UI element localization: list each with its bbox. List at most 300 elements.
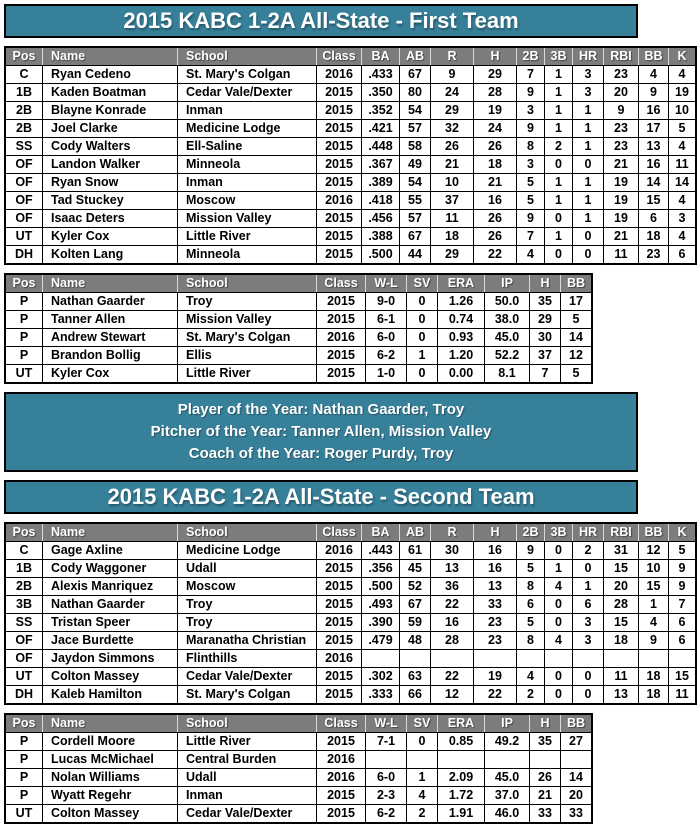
table-cell: .390 <box>362 614 400 632</box>
column-header: Class <box>317 274 366 293</box>
table-cell: 1B <box>5 84 43 102</box>
table-cell: UT <box>5 805 43 824</box>
table-cell: 18 <box>431 228 474 246</box>
table-row <box>5 560 696 578</box>
table-cell: 15 <box>604 560 639 578</box>
table-cell: 45.0 <box>485 329 530 347</box>
table-cell: 0 <box>407 329 438 347</box>
table-cell: 61 <box>400 542 431 560</box>
table-cell: 3 <box>669 210 696 228</box>
table-cell: 37 <box>530 347 561 365</box>
table-cell: Minneola <box>178 156 317 174</box>
table-cell: 59 <box>400 614 431 632</box>
table-cell: Inman <box>178 102 317 120</box>
player-of-the-year: Player of the Year: Nathan Gaarder, Troy <box>177 401 465 418</box>
table-cell: 9 <box>431 66 474 84</box>
table-cell: 14 <box>639 174 669 192</box>
table-cell: 1 <box>545 120 573 138</box>
table-cell: 36 <box>431 578 474 596</box>
table-cell: 16 <box>639 156 669 174</box>
table-cell: 23 <box>604 138 639 156</box>
table-cell: 9 <box>669 560 696 578</box>
table-cell: 4 <box>669 192 696 210</box>
table-cell: 57 <box>400 120 431 138</box>
table-cell: 7 <box>517 228 545 246</box>
table-row <box>5 365 592 384</box>
table-cell: 35 <box>530 293 561 311</box>
table-cell <box>431 650 474 668</box>
table-cell: Tanner Allen <box>43 311 178 329</box>
first-team-batting-table <box>4 46 697 265</box>
table-row <box>5 192 696 210</box>
table-cell: 9-0 <box>366 293 407 311</box>
table-cell: Kolten Lang <box>43 246 178 265</box>
first-team-pitching-table <box>4 273 593 384</box>
table-cell: 6-0 <box>366 329 407 347</box>
table-cell: 0 <box>407 293 438 311</box>
table-cell: Little River <box>178 228 317 246</box>
table-cell: 30 <box>431 542 474 560</box>
table-cell: 3 <box>573 84 604 102</box>
table-cell: 16 <box>639 102 669 120</box>
column-header: Class <box>317 47 362 66</box>
table-cell: C <box>5 542 43 560</box>
table-cell: Jaydon Simmons <box>43 650 178 668</box>
table-cell: 31 <box>604 542 639 560</box>
table-cell: 2015 <box>317 311 366 329</box>
column-header: 2B <box>517 47 545 66</box>
table-cell: 12 <box>561 347 592 365</box>
column-header: AB <box>400 47 431 66</box>
table-cell: 13 <box>639 138 669 156</box>
table-cell: 18 <box>474 156 517 174</box>
table-row <box>5 84 696 102</box>
column-header: BB <box>561 274 592 293</box>
table-cell: 3 <box>517 156 545 174</box>
table-cell: P <box>5 751 43 769</box>
table-cell: 45.0 <box>485 769 530 787</box>
table-header-row <box>5 714 592 733</box>
table-cell: Andrew Stewart <box>43 329 178 347</box>
table-cell: Cedar Vale/Dexter <box>178 805 317 824</box>
table-cell: 22 <box>431 596 474 614</box>
table-cell: 2016 <box>317 192 362 210</box>
table-cell: SS <box>5 614 43 632</box>
table-cell: 15 <box>639 192 669 210</box>
table-cell: 1 <box>545 174 573 192</box>
table-cell: 1 <box>573 174 604 192</box>
table-cell: Ell-Saline <box>178 138 317 156</box>
table-cell: .448 <box>362 138 400 156</box>
column-header: School <box>178 714 317 733</box>
table-cell: 9 <box>669 578 696 596</box>
table-cell: P <box>5 329 43 347</box>
table-cell: St. Mary's Colgan <box>178 66 317 84</box>
table-cell: 15 <box>639 578 669 596</box>
table-cell: 2015 <box>317 614 362 632</box>
table-cell: 3 <box>573 66 604 84</box>
table-row <box>5 246 696 265</box>
table-cell: 0 <box>573 686 604 705</box>
table-cell: 4 <box>517 668 545 686</box>
table-cell: 9 <box>517 210 545 228</box>
table-cell: 23 <box>604 66 639 84</box>
table-cell: 8.1 <box>485 365 530 384</box>
table-row <box>5 751 592 769</box>
table-cell <box>474 650 517 668</box>
column-header: W-L <box>366 714 407 733</box>
table-cell: 11 <box>604 668 639 686</box>
table-cell: 2015 <box>317 174 362 192</box>
table-cell: DH <box>5 246 43 265</box>
table-cell: 28 <box>604 596 639 614</box>
table-cell: 1-0 <box>366 365 407 384</box>
table-row <box>5 138 696 156</box>
table-cell: 2015 <box>317 246 362 265</box>
column-header: Pos <box>5 523 43 542</box>
table-cell: 4 <box>669 138 696 156</box>
table-cell: 2 <box>407 805 438 824</box>
table-cell: OF <box>5 210 43 228</box>
table-row <box>5 542 696 560</box>
table-cell: 3B <box>5 596 43 614</box>
table-cell: 12 <box>431 686 474 705</box>
table-row <box>5 805 592 824</box>
table-cell: 2015 <box>317 560 362 578</box>
table-cell: 19 <box>604 192 639 210</box>
table-row <box>5 347 592 365</box>
table-cell: P <box>5 769 43 787</box>
table-cell: Troy <box>178 596 317 614</box>
table-cell: 26 <box>530 769 561 787</box>
table-cell: 12 <box>639 542 669 560</box>
table-cell: 17 <box>561 293 592 311</box>
table-cell: Cedar Vale/Dexter <box>178 668 317 686</box>
table-cell: Central Burden <box>178 751 317 769</box>
column-header: Name <box>43 274 178 293</box>
column-header: SV <box>407 714 438 733</box>
column-header: School <box>178 523 317 542</box>
table-cell: 2B <box>5 578 43 596</box>
table-cell: Kaden Boatman <box>43 84 178 102</box>
table-cell: 24 <box>474 120 517 138</box>
table-cell: 28 <box>474 84 517 102</box>
table-cell: 16 <box>474 192 517 210</box>
table-cell <box>407 751 438 769</box>
table-cell: Isaac Deters <box>43 210 178 228</box>
table-cell <box>530 751 561 769</box>
table-cell: 1 <box>573 102 604 120</box>
table-cell: 45 <box>400 560 431 578</box>
table-cell: 13 <box>431 560 474 578</box>
table-cell: P <box>5 311 43 329</box>
table-cell: Troy <box>178 293 317 311</box>
table-cell: 1 <box>545 228 573 246</box>
table-cell: 20 <box>604 578 639 596</box>
table-cell: .433 <box>362 66 400 84</box>
table-cell: Cedar Vale/Dexter <box>178 84 317 102</box>
table-cell: 2015 <box>317 138 362 156</box>
table-cell <box>438 751 485 769</box>
table-cell: 11 <box>669 686 696 705</box>
table-cell: 14 <box>669 174 696 192</box>
table-cell: 2015 <box>317 210 362 228</box>
table-cell: 66 <box>400 686 431 705</box>
table-cell: 52 <box>400 578 431 596</box>
column-header: Class <box>317 714 366 733</box>
table-cell: 2015 <box>317 293 366 311</box>
column-header: Class <box>317 523 362 542</box>
table-cell: 2 <box>545 138 573 156</box>
table-row <box>5 329 592 347</box>
table-cell: 15 <box>669 668 696 686</box>
table-cell: 58 <box>400 138 431 156</box>
table-cell: Ryan Snow <box>43 174 178 192</box>
table-cell: 10 <box>639 560 669 578</box>
table-cell: 5 <box>561 311 592 329</box>
table-cell: 22 <box>474 246 517 265</box>
table-cell <box>639 650 669 668</box>
table-cell: 0 <box>573 246 604 265</box>
table-row <box>5 632 696 650</box>
table-row <box>5 769 592 787</box>
table-cell <box>366 751 407 769</box>
table-cell: 23 <box>639 246 669 265</box>
table-cell: Flinthills <box>178 650 317 668</box>
table-cell: Landon Walker <box>43 156 178 174</box>
table-cell: 33 <box>530 805 561 824</box>
table-cell: Nolan Williams <box>43 769 178 787</box>
table-cell: 2-3 <box>366 787 407 805</box>
table-cell: 19 <box>474 102 517 120</box>
table-cell: 0 <box>545 668 573 686</box>
table-cell: 22 <box>431 668 474 686</box>
table-cell: 1 <box>545 192 573 210</box>
table-cell: 1.72 <box>438 787 485 805</box>
table-cell: 0 <box>545 686 573 705</box>
table-cell: 1 <box>545 66 573 84</box>
table-cell: 6-0 <box>366 769 407 787</box>
table-cell: .418 <box>362 192 400 210</box>
column-header: Name <box>43 523 178 542</box>
table-cell: 5 <box>517 192 545 210</box>
table-cell: Moscow <box>178 578 317 596</box>
table-cell: 4 <box>639 614 669 632</box>
table-cell: 4 <box>545 632 573 650</box>
column-header: ERA <box>438 714 485 733</box>
table-cell: .421 <box>362 120 400 138</box>
table-cell: 32 <box>431 120 474 138</box>
table-cell: 28 <box>431 632 474 650</box>
table-cell: Inman <box>178 174 317 192</box>
table-cell: 37 <box>431 192 474 210</box>
table-cell: 2 <box>573 542 604 560</box>
table-cell: 13 <box>604 686 639 705</box>
table-cell: 0 <box>545 246 573 265</box>
table-cell: .333 <box>362 686 400 705</box>
table-cell: 29 <box>431 246 474 265</box>
table-cell: 1 <box>407 347 438 365</box>
table-cell: 2015 <box>317 365 366 384</box>
table-cell: SS <box>5 138 43 156</box>
table-cell <box>561 751 592 769</box>
column-header: 3B <box>545 523 573 542</box>
column-header: BB <box>639 523 669 542</box>
table-cell: 9 <box>517 542 545 560</box>
table-cell: DH <box>5 686 43 705</box>
table-cell: 27 <box>561 733 592 751</box>
table-cell: 2015 <box>317 120 362 138</box>
table-cell: Kaleb Hamilton <box>43 686 178 705</box>
table-cell: .479 <box>362 632 400 650</box>
column-header: IP <box>485 714 530 733</box>
table-cell: 50.0 <box>485 293 530 311</box>
table-cell: 1 <box>407 769 438 787</box>
table-cell: 1 <box>573 578 604 596</box>
column-header: BA <box>362 523 400 542</box>
table-cell: 4 <box>669 66 696 84</box>
table-cell: Wyatt Regehr <box>43 787 178 805</box>
table-cell: P <box>5 733 43 751</box>
table-cell: Kyler Cox <box>43 228 178 246</box>
table-row <box>5 120 696 138</box>
table-cell: .456 <box>362 210 400 228</box>
table-cell: 2015 <box>317 84 362 102</box>
column-header: K <box>669 523 696 542</box>
table-cell: Little River <box>178 733 317 751</box>
table-cell: 2015 <box>317 733 366 751</box>
table-cell: 2016 <box>317 66 362 84</box>
table-cell: 0 <box>573 668 604 686</box>
table-cell: 19 <box>669 84 696 102</box>
second-team-title: 2015 KABC 1-2A All-State - Second Team <box>4 480 638 514</box>
table-cell: .302 <box>362 668 400 686</box>
table-cell: 26 <box>474 138 517 156</box>
table-cell: 2016 <box>317 751 366 769</box>
table-cell: 0 <box>407 311 438 329</box>
table-row <box>5 293 592 311</box>
column-header: R <box>431 523 474 542</box>
column-header: Pos <box>5 47 43 66</box>
table-cell: 22 <box>474 686 517 705</box>
table-cell <box>400 650 431 668</box>
table-cell: 29 <box>431 102 474 120</box>
table-row <box>5 686 696 705</box>
table-cell: 7 <box>517 66 545 84</box>
table-cell: .389 <box>362 174 400 192</box>
table-cell: 48 <box>400 632 431 650</box>
table-row <box>5 156 696 174</box>
table-cell: 4 <box>517 246 545 265</box>
table-cell: Jace Burdette <box>43 632 178 650</box>
table-cell: 16 <box>431 614 474 632</box>
table-cell: 21 <box>474 174 517 192</box>
table-cell: Blayne Konrade <box>43 102 178 120</box>
table-cell: Tristan Speer <box>43 614 178 632</box>
table-cell: 24 <box>431 84 474 102</box>
table-cell: 5 <box>669 542 696 560</box>
table-cell: Inman <box>178 787 317 805</box>
table-cell: 0 <box>573 560 604 578</box>
table-cell: 21 <box>604 156 639 174</box>
table-row <box>5 174 696 192</box>
table-cell: UT <box>5 228 43 246</box>
table-cell: 6 <box>669 246 696 265</box>
column-header: RBI <box>604 523 639 542</box>
table-cell: 2015 <box>317 578 362 596</box>
table-cell: 9 <box>517 84 545 102</box>
table-cell: .350 <box>362 84 400 102</box>
table-cell: 1 <box>545 84 573 102</box>
table-cell: 35 <box>530 733 561 751</box>
table-row <box>5 733 592 751</box>
table-cell: Alexis Manriquez <box>43 578 178 596</box>
table-cell: 49.2 <box>485 733 530 751</box>
column-header: H <box>474 523 517 542</box>
table-cell: 1 <box>573 120 604 138</box>
table-cell: 49 <box>400 156 431 174</box>
table-cell: C <box>5 66 43 84</box>
table-cell: 13 <box>474 578 517 596</box>
table-cell: .493 <box>362 596 400 614</box>
table-cell: 23 <box>604 120 639 138</box>
table-cell: Colton Massey <box>43 805 178 824</box>
table-cell: 7 <box>530 365 561 384</box>
column-header: BA <box>362 47 400 66</box>
table-cell: 2015 <box>317 228 362 246</box>
column-header: AB <box>400 523 431 542</box>
awards-box <box>4 392 638 472</box>
table-cell: 0.85 <box>438 733 485 751</box>
table-cell: 2016 <box>317 650 362 668</box>
table-cell: 1 <box>545 102 573 120</box>
table-cell: 23 <box>474 632 517 650</box>
table-cell: 19 <box>474 668 517 686</box>
column-header: Name <box>43 714 178 733</box>
table-cell: P <box>5 347 43 365</box>
table-cell: 52.2 <box>485 347 530 365</box>
table-cell: .500 <box>362 578 400 596</box>
table-cell: 26 <box>474 228 517 246</box>
table-cell: 2015 <box>317 668 362 686</box>
table-cell: 2016 <box>317 542 362 560</box>
table-cell: 2015 <box>317 596 362 614</box>
table-cell: Medicine Lodge <box>178 120 317 138</box>
table-cell <box>517 650 545 668</box>
table-cell: 6 <box>517 596 545 614</box>
table-cell: 7 <box>669 596 696 614</box>
table-cell: 1 <box>573 192 604 210</box>
table-cell: 6-2 <box>366 805 407 824</box>
table-cell: 11 <box>669 156 696 174</box>
table-cell: Nathan Gaarder <box>43 293 178 311</box>
column-header: BB <box>561 714 592 733</box>
table-cell: 0 <box>573 156 604 174</box>
table-cell: Kyler Cox <box>43 365 178 384</box>
table-row <box>5 650 696 668</box>
table-cell: 20 <box>604 84 639 102</box>
table-header-row <box>5 523 696 542</box>
table-row <box>5 210 696 228</box>
table-cell: 20 <box>561 787 592 805</box>
table-cell: 18 <box>639 228 669 246</box>
table-cell: 2B <box>5 102 43 120</box>
table-row <box>5 614 696 632</box>
table-cell: 0 <box>573 228 604 246</box>
table-cell: Cody Walters <box>43 138 178 156</box>
table-row <box>5 578 696 596</box>
table-cell: Brandon Bollig <box>43 347 178 365</box>
